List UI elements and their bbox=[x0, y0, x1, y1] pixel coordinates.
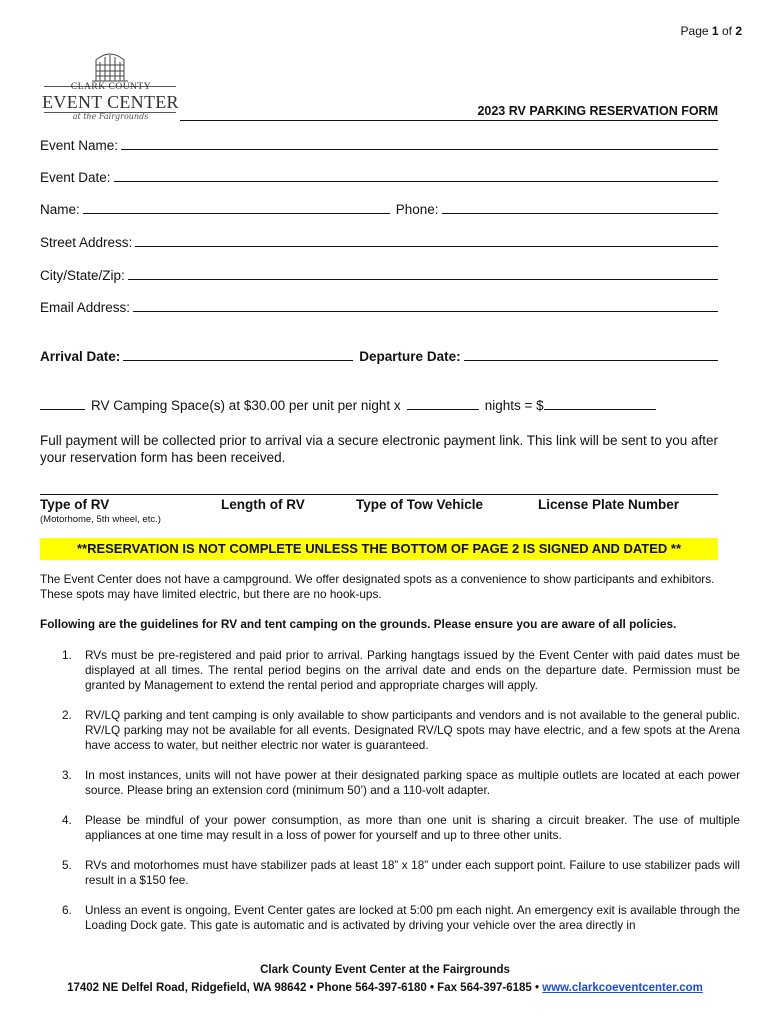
logo-center-text: EVENT CENTER bbox=[42, 92, 179, 112]
type-rv-header: Type of RV bbox=[40, 497, 110, 512]
phone-label: Phone: bbox=[395, 202, 439, 217]
arrival-line[interactable] bbox=[123, 359, 353, 361]
footer-contact bbox=[0, 982, 770, 994]
website-link[interactable]: www.clarkcoeventcenter.com bbox=[542, 982, 703, 994]
page-number: Page 1 of 2 bbox=[680, 24, 742, 38]
footer-fax: Fax 564-397-6185 bbox=[437, 982, 532, 994]
total-amount-line[interactable] bbox=[544, 408, 656, 410]
city-field[interactable] bbox=[40, 268, 718, 283]
payment-note: Full payment will be collected prior to arrival via a secure electronic payment link. This link will be sent to you after your reservation form has been received. bbox=[40, 433, 719, 465]
name-phone-row bbox=[40, 202, 718, 217]
rules-list bbox=[40, 648, 740, 948]
reservation-notice: **RESERVATION IS NOT COMPLETE UNLESS THE BOTTOM OF PAGE 2 IS SIGNED AND DATED ** bbox=[40, 538, 718, 560]
list-item: 1. RVs must be pre-registered and paid prior to arrival. Parking hangtags issued by the Event Center with paid dates must be displayed at all times. The rental period begins on the arrival date and ends on the departure date. Permission must be granted by Management to extend the rental period and appropriate charges will apply. bbox=[62, 648, 740, 692]
phone-line[interactable] bbox=[442, 212, 718, 214]
street-line[interactable] bbox=[135, 245, 718, 247]
bullet-icon: • bbox=[309, 982, 314, 994]
guidelines-heading: Following are the guidelines for RV and tent camping on the grounds. Please ensure you are aware of all policies. bbox=[40, 617, 677, 631]
departure-line[interactable] bbox=[464, 359, 718, 361]
list-item: 4. Please be mindful of your power consumption, as more than one unit is sharing a circuit breaker. The use of multiple appliances at one time may result in a loss of power for yourself and up to three other units. bbox=[62, 813, 740, 842]
event-name-field[interactable] bbox=[40, 138, 718, 153]
city-line[interactable] bbox=[128, 278, 718, 280]
bullet-icon: • bbox=[429, 982, 434, 994]
tow-vehicle-header: Type of Tow Vehicle bbox=[356, 497, 484, 512]
rv-space-line bbox=[40, 398, 730, 413]
footer-org: Clark County Event Center at the Fairgrounds bbox=[260, 964, 510, 976]
name-line[interactable] bbox=[83, 212, 390, 214]
dates-row bbox=[40, 349, 718, 364]
length-rv-header: Length of RV bbox=[221, 497, 305, 512]
rv-space-text: RV Camping Space(s) at $30.00 per unit per night x bbox=[91, 398, 401, 413]
city-label: City/State/Zip: bbox=[40, 268, 125, 283]
name-label: Name: bbox=[40, 202, 80, 217]
list-item: 3. In most instances, units will not have power at their designated parking space as multiple outlets are located at each power source. Please bring an extension cord (minimum 50’) and a 110-volt adapter. bbox=[62, 768, 740, 797]
form-title: 2023 RV PARKING RESERVATION FORM bbox=[477, 104, 718, 118]
logo-sub-text: at the Fairgrounds bbox=[72, 112, 149, 121]
departure-label: Departure Date: bbox=[359, 349, 461, 364]
list-item: 2. RV/LQ parking and tent camping is only available to show participants and vendors and is not available to the general public. RV/LQ parking may not be available for all events. Designated RV/LQ spots may have electric, and a few spots at the Arena have access to water, but neither electric nor water is guaranteed. bbox=[62, 708, 740, 752]
event-name-label: Event Name: bbox=[40, 138, 119, 153]
email-field[interactable] bbox=[40, 300, 718, 315]
footer-address: 17402 NE Delfel Road, Ridgefield, WA 98642 bbox=[67, 982, 307, 994]
event-date-field[interactable] bbox=[40, 170, 718, 185]
spaces-count-line[interactable] bbox=[40, 408, 85, 410]
event-date-line[interactable] bbox=[114, 180, 718, 182]
event-center-logo bbox=[38, 48, 183, 126]
list-item: 6. Unless an event is ongoing, Event Center gates are locked at 5:00 pm each night. An emergency exit is available through the Loading Dock gate. This gate is automatic and is activated by driving your vehicle over the area directly in bbox=[62, 903, 740, 932]
arrival-label: Arrival Date: bbox=[40, 349, 121, 364]
email-label: Email Address: bbox=[40, 300, 131, 315]
logo-county-text: CLARK COUNTY bbox=[70, 82, 152, 92]
type-rv-note: (Motorhome, 5th wheel, etc.) bbox=[40, 514, 161, 525]
street-field[interactable] bbox=[40, 235, 718, 250]
footer-phone: Phone 564-397-6180 bbox=[316, 982, 427, 994]
license-plate-header: License Plate Number bbox=[538, 497, 680, 512]
nights-count-line[interactable] bbox=[407, 408, 479, 410]
list-item: 5. RVs and motorhomes must have stabilizer pads at least 18” x 18” under each support point. Failure to use stabilizer pads will result in a $150 fee. bbox=[62, 858, 740, 887]
event-name-line[interactable] bbox=[121, 148, 718, 150]
street-label: Street Address: bbox=[40, 235, 133, 250]
bullet-icon: • bbox=[535, 982, 540, 994]
rv-table-rule bbox=[40, 494, 718, 495]
title-rule bbox=[180, 120, 718, 121]
event-date-label: Event Date: bbox=[40, 170, 111, 185]
building-icon bbox=[38, 48, 183, 84]
email-line[interactable] bbox=[133, 310, 718, 312]
nights-text: nights = $ bbox=[484, 398, 544, 413]
intro-text: The Event Center does not have a campground. We offer designated spots as a convenience to show participants and exhibitors. These spots may have limited electric, but there are no hook-ups. bbox=[40, 572, 715, 601]
